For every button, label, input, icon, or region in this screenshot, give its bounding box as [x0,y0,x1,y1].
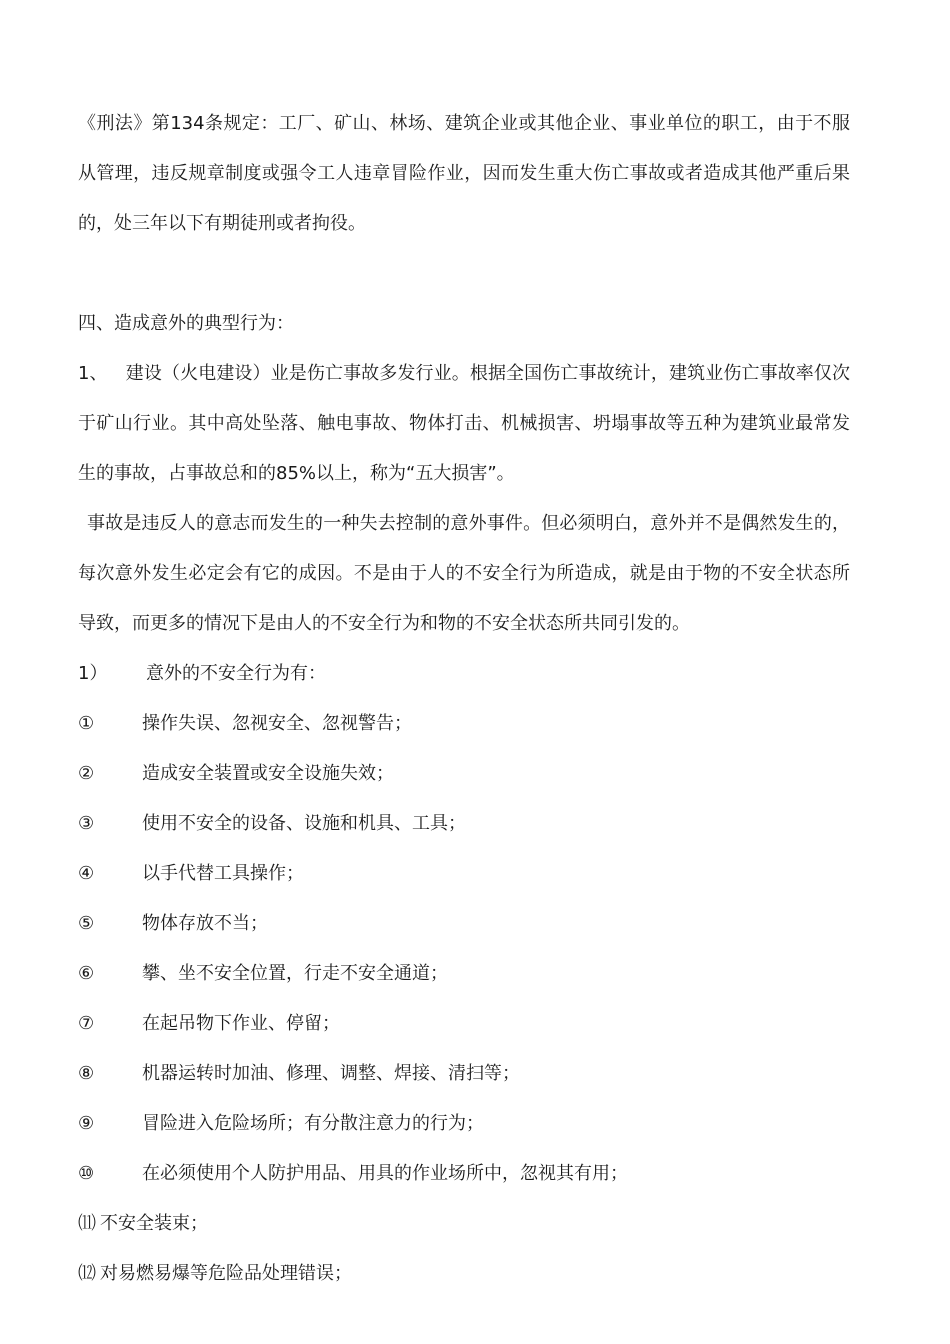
list-item-text: 对易燃易爆等危险品处理错误； [100,1263,352,1284]
paragraph-item-1 [78,349,850,499]
list-item-number: ⑿ [78,1263,96,1284]
list-item [78,1049,850,1099]
list-item-number: ⑤ [78,913,95,934]
list-item-number: ④ [78,863,95,884]
list-item-text: 攀、坐不安全位置，行走不安全通道； [142,963,448,984]
list-item [78,1199,850,1249]
paragraph-criminal-law: 《刑法》第134条规定：工厂、矿山、林场、建筑企业或其他企业、事业单位的职工，由于不服从管理，违反规章制度或强令工人违章冒险作业，因而发生重大伤亡事故或者造成其他严重后果的，处三年以下有期徒刑或者拘役。 [78,113,850,234]
list-item [78,1099,850,1149]
list-item [78,699,850,749]
list-item-text: 以手代替工具操作； [142,863,304,884]
list-item-number: ⑥ [78,963,95,984]
paragraph-accident-cause: 事故是违反人的意志而发生的一种失去控制的意外事件。但必须明白，意外并不是偶然发生的，每次意外发生必定会有它的成因。不是由于人的不安全行为所造成，就是由于物的不安全状态所导致，而更多的情况下是由人的不安全行为和物的不安全状态所共同引发的。 [78,513,850,634]
item-1-text: 建设（火电建设）业是伤亡事故多发行业。根据全国伤亡事故统计，建筑业伤亡事故率仅次于矿山行业。其中高处坠落、触电事故、物体打击、机械损害、坍塌事故等五种为建筑业最常发生的事故，占事故总和的85%以上，称为“五大损害”。 [78,363,850,484]
item-1-number: 1、 [78,363,108,384]
list-item [78,899,850,949]
list-item-text: 物体存放不当； [142,913,268,934]
blank-line [78,249,850,299]
list-item [78,1149,850,1199]
list-item-number: ⑾ [78,1213,96,1234]
list-item-text: 造成安全装置或安全设施失效； [142,763,394,784]
list-item [78,949,850,999]
list-item [78,999,850,1049]
sub-heading-number: 1） [78,663,108,684]
sub-heading-text: 意外的不安全行为有： [146,663,326,684]
list-item-number: ① [78,713,95,734]
list-item-number: ⑦ [78,1013,95,1034]
list-item-text: 使用不安全的设备、设施和机具、工具； [142,813,466,834]
list-item-number: ② [78,763,95,784]
list-item-number: ⑧ [78,1063,95,1084]
list-item-text: 在起吊物下作业、停留； [142,1013,340,1034]
section-heading: 四、造成意外的典型行为： [78,313,294,334]
list-item-number: ③ [78,813,95,834]
document-page [78,99,850,1299]
list-item-number: ⑨ [78,1113,95,1134]
list-item-text: 操作失误、忽视安全、忽视警告； [142,713,412,734]
list-item [78,799,850,849]
list-item [78,749,850,799]
list-item-text: 机器运转时加油、修理、调整、焊接、清扫等； [142,1063,520,1084]
list-item-text: 不安全装束； [100,1213,208,1234]
list-item-text: 在必须使用个人防护用品、用具的作业场所中，忽视其有用； [142,1163,628,1184]
list-item [78,849,850,899]
list-item [78,1249,850,1299]
sub-heading [78,649,850,699]
list-item-number: ⑩ [78,1163,95,1184]
unsafe-acts-list [78,699,850,1299]
list-item-text: 冒险进入危险场所；有分散注意力的行为； [142,1113,484,1134]
